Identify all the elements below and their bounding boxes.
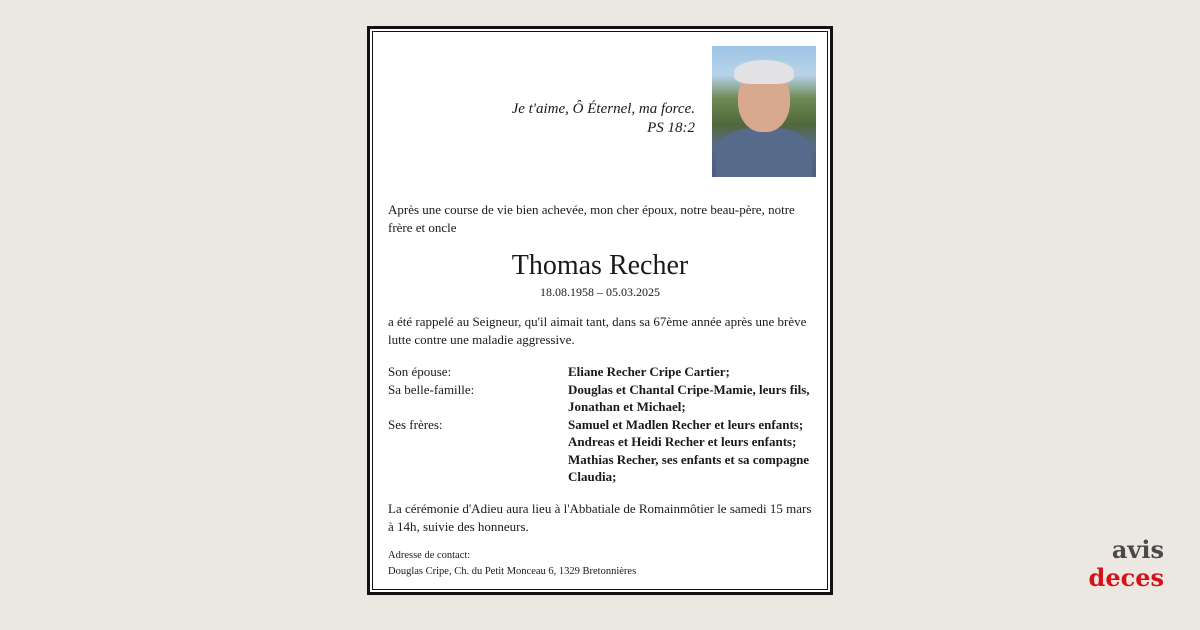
family-name-line: Mathias Recher, ses enfants et sa compagne (568, 451, 810, 467)
family-name-line: Andreas et Heidi Recher et leurs enfants; (568, 434, 797, 449)
family-row (388, 363, 818, 381)
family-name-line: Samuel et Madlen Recher et leurs enfants; (568, 416, 804, 432)
logo-deces: deces (1088, 563, 1164, 592)
photo-hair (734, 60, 794, 84)
logo-avis: avis (1111, 535, 1164, 564)
family-row (388, 381, 818, 416)
contact-address: Douglas Cripe, Ch. du Petit Monceau 6, 1329 Bretonnières (388, 566, 637, 577)
deceased-name: Thomas Recher (511, 250, 689, 281)
family-names (568, 381, 810, 416)
obituary-inner-border (372, 31, 828, 590)
family-names (568, 416, 809, 486)
family-label: Ses frères: (388, 416, 443, 432)
contact-label: Adresse de contact: (388, 550, 471, 561)
family-name-line: Eliane Recher Cripe Cartier; (568, 364, 730, 379)
announcement-text: a été rappelé au Seigneur, qu'il aimait tant, dans sa 67ème année après une brève lutte contre une maladie aggressive. (388, 314, 807, 347)
family-list (388, 363, 818, 486)
photo-shirt (716, 128, 812, 177)
family-names (568, 363, 730, 381)
family-name-line: Douglas et Chantal Cripe-Mamie, leurs fils, (568, 381, 810, 397)
avisdeces-logo[interactable] (1089, 536, 1164, 592)
obituary-card (367, 26, 833, 595)
bible-verse (512, 100, 695, 138)
family-name-line: Jonathan et Michael; (568, 399, 686, 414)
ceremony-text: La cérémonie d'Adieu aura lieu à l'Abbatiale de Romainmôtier le samedi 15 mars à 14h, suivie des honneurs. (388, 501, 812, 534)
life-dates: 18.08.1958 – 05.03.2025 (540, 285, 660, 299)
contact-block (388, 548, 636, 580)
verse-reference: PS 18:2 (647, 120, 695, 136)
intro-text: Après une course de vie bien achevée, mon cher époux, notre beau-père, notre frère et oncle (388, 202, 795, 235)
family-row (388, 416, 818, 486)
verse-text: Je t'aime, Ô Éternel, ma force. (511, 101, 695, 117)
family-label: Sa belle-famille: (388, 381, 475, 397)
family-name-line: Claudia; (568, 469, 617, 484)
family-label: Son épouse: (388, 364, 452, 379)
portrait-photo (712, 46, 816, 177)
